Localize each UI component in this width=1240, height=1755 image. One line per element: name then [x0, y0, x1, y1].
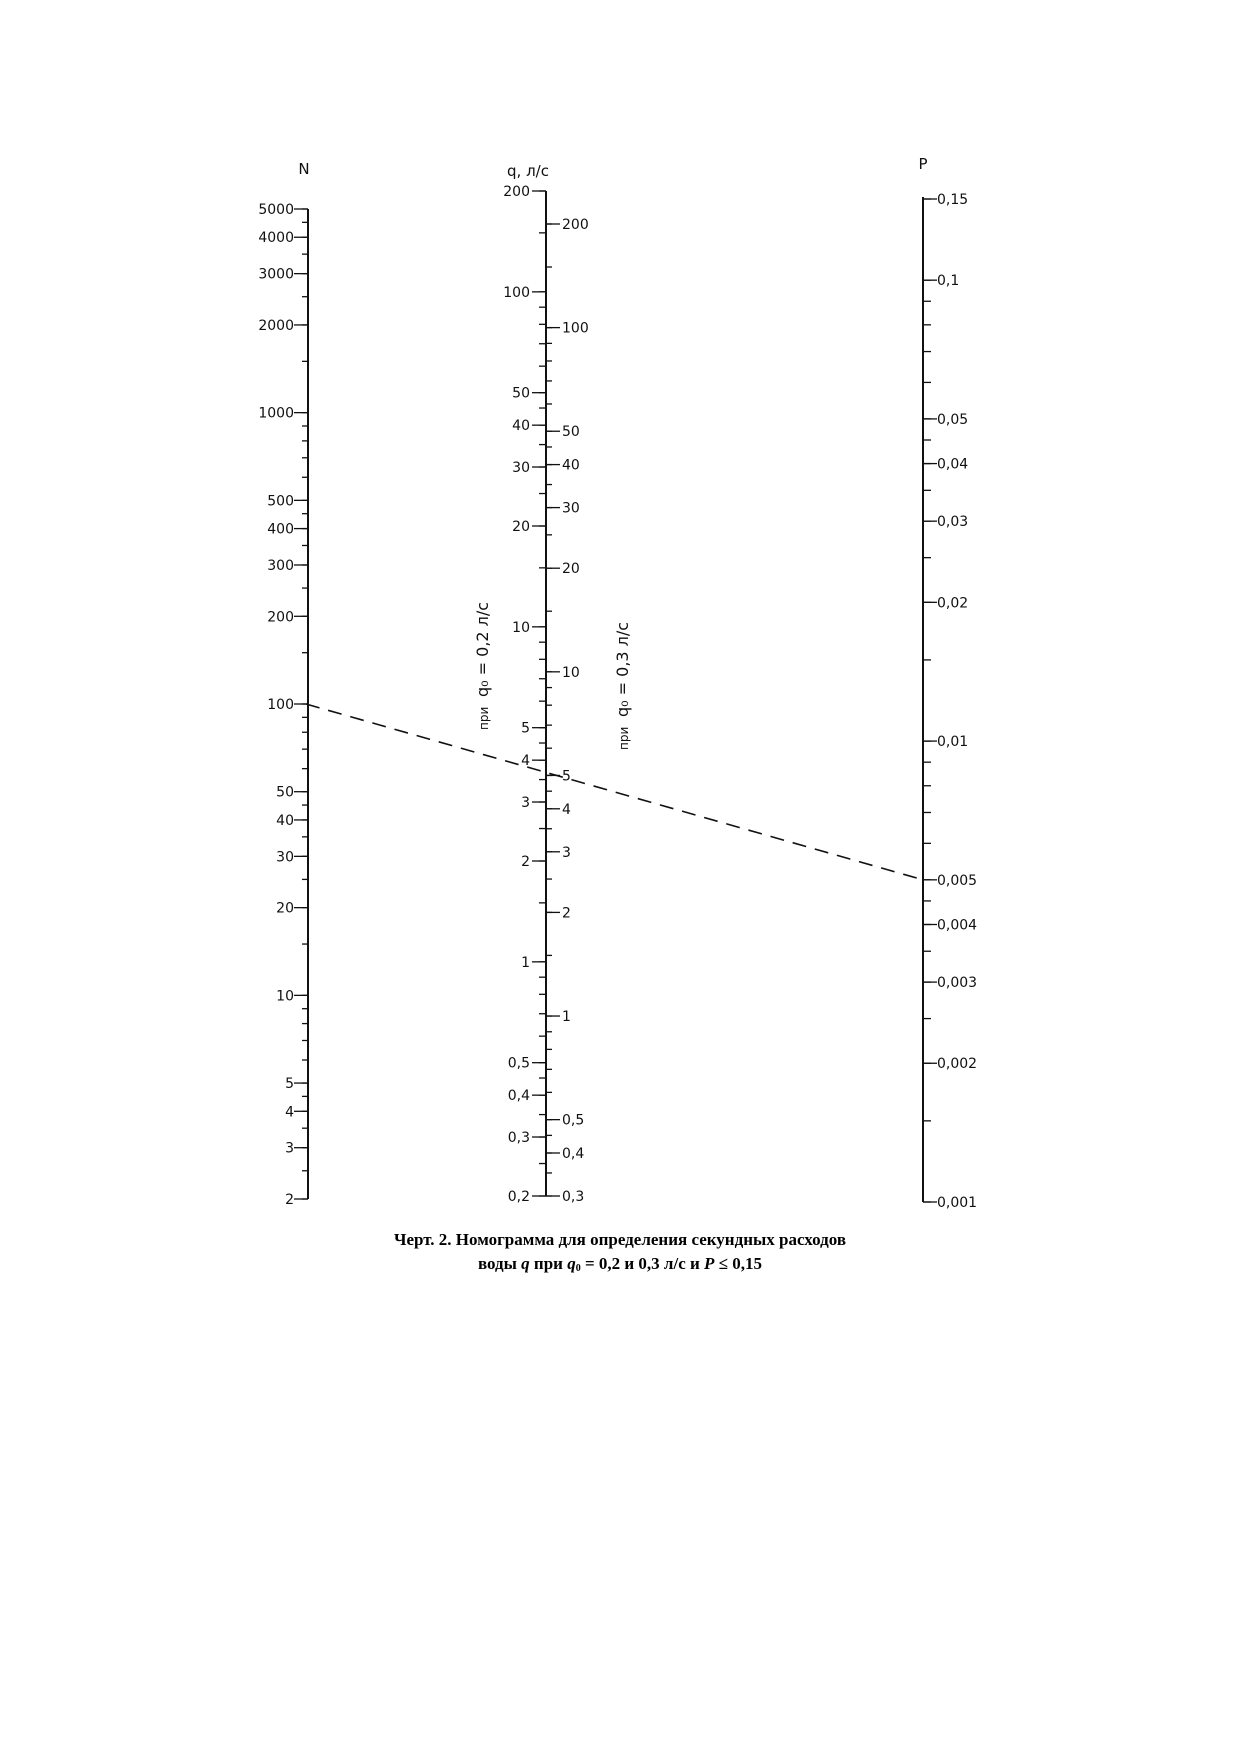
- q-left-label: 30: [512, 460, 530, 477]
- q-right-label: 0,5: [562, 1112, 585, 1129]
- p-axis-label: 0,1: [937, 273, 960, 290]
- caption-q0-sub: 0: [575, 1263, 581, 1274]
- p-axis-label: 0,05: [937, 411, 969, 428]
- n-axis-label: 30: [276, 849, 294, 866]
- q-left-label: 200: [503, 184, 530, 200]
- n-axis-label: 10: [276, 988, 294, 1005]
- caption-q: q: [521, 1254, 530, 1273]
- q-right-label: 30: [562, 500, 580, 517]
- caption-part-2: при: [529, 1254, 568, 1273]
- n-axis-label: 20: [276, 900, 294, 917]
- n-axis-label: 1000: [258, 405, 294, 422]
- p-axis-label: 0,03: [937, 514, 969, 531]
- n-axis-label: 4: [285, 1104, 294, 1121]
- n-axis-label: 3000: [258, 266, 294, 283]
- q-left-label: 0,2: [507, 1189, 530, 1205]
- q-right-label: 0,4: [562, 1145, 585, 1162]
- q-right-label: 1: [562, 1009, 571, 1026]
- q-right-label: 5: [562, 768, 571, 785]
- p-axis-label: 0,005: [937, 872, 978, 889]
- n-axis-label: 50: [276, 784, 294, 801]
- caption-part-4: ≤ 0,15: [714, 1254, 763, 1273]
- p-axis-label: 0,002: [937, 1056, 978, 1073]
- q-left-label: 2: [521, 854, 530, 870]
- q-left-label: 50: [512, 385, 530, 402]
- q-right-label: 2: [562, 905, 571, 922]
- q-left-label: 3: [521, 795, 530, 812]
- q-left-label: 1: [521, 954, 530, 971]
- q-left-label: 0,3: [507, 1130, 530, 1147]
- p-axis-title: P: [918, 155, 928, 173]
- q-right-label: 20: [562, 561, 580, 578]
- caption-p: P: [704, 1254, 715, 1273]
- n-axis-label: 4000: [258, 230, 294, 247]
- n-axis-label: 5: [285, 1076, 294, 1093]
- p-axis-label: 0,004: [937, 917, 978, 934]
- caption-part-1: воды: [477, 1254, 522, 1273]
- p-axis-labels: [937, 192, 977, 1211]
- n-axis-label: 100: [267, 697, 294, 713]
- q-axis-left-labels: [503, 184, 530, 1205]
- q-right-label: 4: [562, 801, 571, 818]
- n-axis-label: 2: [285, 1192, 294, 1208]
- q-right-label: 10: [562, 664, 580, 681]
- q-right-label: 40: [562, 457, 580, 474]
- q-left-label: 20: [512, 519, 530, 535]
- q-axis-title: q, л/с: [507, 162, 549, 180]
- q-left-label: 0,4: [507, 1088, 530, 1105]
- n-axis-label: 300: [267, 557, 294, 574]
- q-right-label: 3: [562, 844, 571, 861]
- p-axis-label: 0,04: [937, 456, 969, 473]
- q-left-label: 0,5: [507, 1055, 530, 1072]
- q-left-label: 40: [512, 418, 530, 435]
- n-axis-label: 40: [276, 812, 294, 829]
- q-right-label: 0,3: [562, 1189, 585, 1205]
- n-axis-label: 400: [267, 521, 294, 538]
- q-right-label: 100: [562, 320, 589, 337]
- n-axis-label: 5000: [258, 202, 294, 218]
- n-axis-title: N: [298, 160, 310, 178]
- p-axis-label: 0,15: [937, 192, 969, 208]
- q-note-left: [473, 602, 492, 730]
- q-note-right-formula: q₀ = 0,3 л/с: [613, 621, 632, 717]
- n-axis-labels: [258, 202, 294, 1208]
- caption-q0: q: [567, 1254, 576, 1273]
- q-left-label: 10: [512, 619, 530, 636]
- caption-line-2: [0, 1252, 1240, 1281]
- p-axis-label: 0,02: [937, 595, 969, 612]
- q-axis-right-labels: [562, 217, 589, 1205]
- p-axis-label: 0,003: [937, 975, 978, 992]
- n-axis-label: 500: [267, 493, 294, 510]
- q-left-label: 100: [503, 284, 530, 301]
- p-axis-label: 0,01: [937, 734, 969, 751]
- example-dashed-line: [306, 704, 923, 880]
- q-left-label: 5: [521, 720, 530, 737]
- q-right-label: 50: [562, 424, 580, 441]
- q-note-right-prefix: при: [617, 726, 631, 750]
- caption-part-3: = 0,2 и 0,3 л/с и: [580, 1254, 705, 1273]
- p-axis-label: 0,001: [937, 1195, 978, 1211]
- q-note-left-prefix: при: [477, 706, 491, 730]
- q-note-right: [613, 622, 632, 750]
- figure-caption: [0, 1228, 1240, 1281]
- q-right-label: 200: [562, 217, 589, 233]
- q-left-label: 4: [521, 753, 530, 770]
- n-axis-label: 2000: [258, 317, 294, 334]
- n-axis-label: 3: [285, 1140, 294, 1157]
- n-axis-label: 200: [267, 609, 294, 626]
- q-note-left-formula: q₀ = 0,2 л/с: [473, 601, 492, 697]
- caption-line-1: Черт. 2. Номограмма для определения секундных расходов: [393, 1230, 847, 1249]
